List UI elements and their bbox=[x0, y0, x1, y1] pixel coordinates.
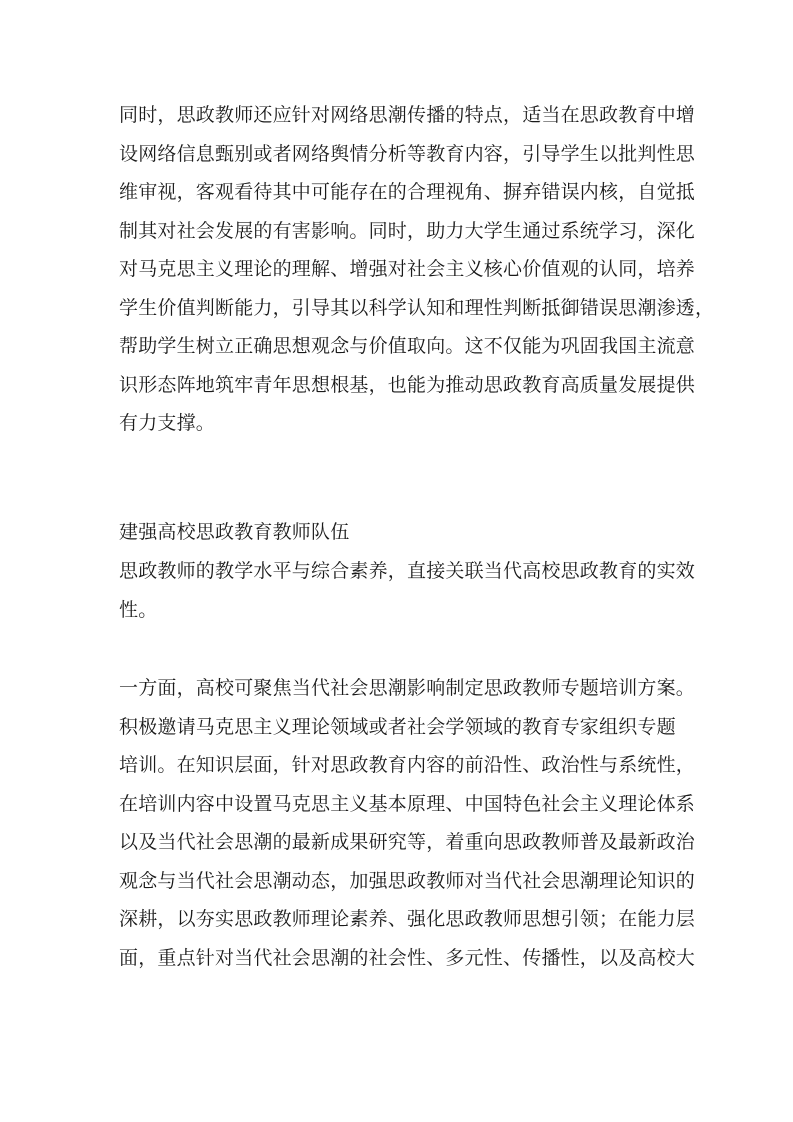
section-heading-text: 建强高校思政教育教师队伍 bbox=[119, 521, 350, 543]
paragraph-teacher-quality bbox=[119, 552, 696, 629]
text-line: 一方面，高校可聚焦当代社会思潮影响制定思政教师专题培训方案。 bbox=[119, 677, 696, 699]
text-line: 性。 bbox=[119, 598, 158, 621]
paragraph-training-plan bbox=[119, 669, 696, 977]
text-line: 识形态阵地筑牢青年思想根基，也能为推动思政教育高质量发展提供 bbox=[119, 373, 696, 396]
text-line: 学生价值判断能力，引导其以科学认知和理性判断抵御错误思潮渗透， bbox=[119, 296, 715, 319]
text-line: 积极邀请马克思主义理论领域或者社会学领域的教育专家组织专题 bbox=[119, 715, 676, 738]
text-line: 帮助学生树立正确思想观念与价值取向。这不仅能为巩固我国主流意 bbox=[119, 335, 696, 357]
text-line: 思政教师的教学水平与综合素养，直接关联当代高校思政教育的实效 bbox=[119, 560, 696, 582]
text-line: 以及当代社会思潮的最新成果研究等，着重向思政教师普及最新政治 bbox=[119, 831, 696, 853]
text-line: 制其对社会发展的有害影响。同时，助力大学生通过系统学习，深化 bbox=[119, 219, 696, 242]
text-line: 维审视，客观看待其中可能存在的合理视角、摒弃错误内核，自觉抵 bbox=[119, 181, 696, 203]
text-line: 培训。在知识层面，针对思政教育内容的前沿性、政治性与系统性， bbox=[119, 754, 696, 776]
text-line: 观念与当代社会思潮动态，加强思政教师对当代社会思潮理论知识的 bbox=[119, 869, 696, 892]
paragraph-network-trends bbox=[119, 96, 715, 443]
text-line: 同时，思政教师还应针对网络思潮传播的特点，适当在思政教育中增 bbox=[119, 104, 696, 126]
text-line: 深耕，以夯实思政教师理论素养、强化思政教师思想引领；在能力层 bbox=[119, 908, 696, 930]
text-line: 对马克思主义理论的理解、增强对社会主义核心价值观的认同，培养 bbox=[119, 258, 696, 280]
text-line: 面，重点针对当代社会思潮的社会性、多元性、传播性，以及高校大 bbox=[119, 946, 696, 969]
text-line: 有力支撑。 bbox=[119, 412, 216, 434]
text-line: 在培训内容中设置马克思主义基本原理、中国特色社会主义理论体系 bbox=[119, 792, 696, 815]
section-heading bbox=[119, 513, 689, 552]
text-line: 设网络信息甄别或者网络舆情分析等教育内容，引导学生以批判性思 bbox=[119, 142, 696, 165]
